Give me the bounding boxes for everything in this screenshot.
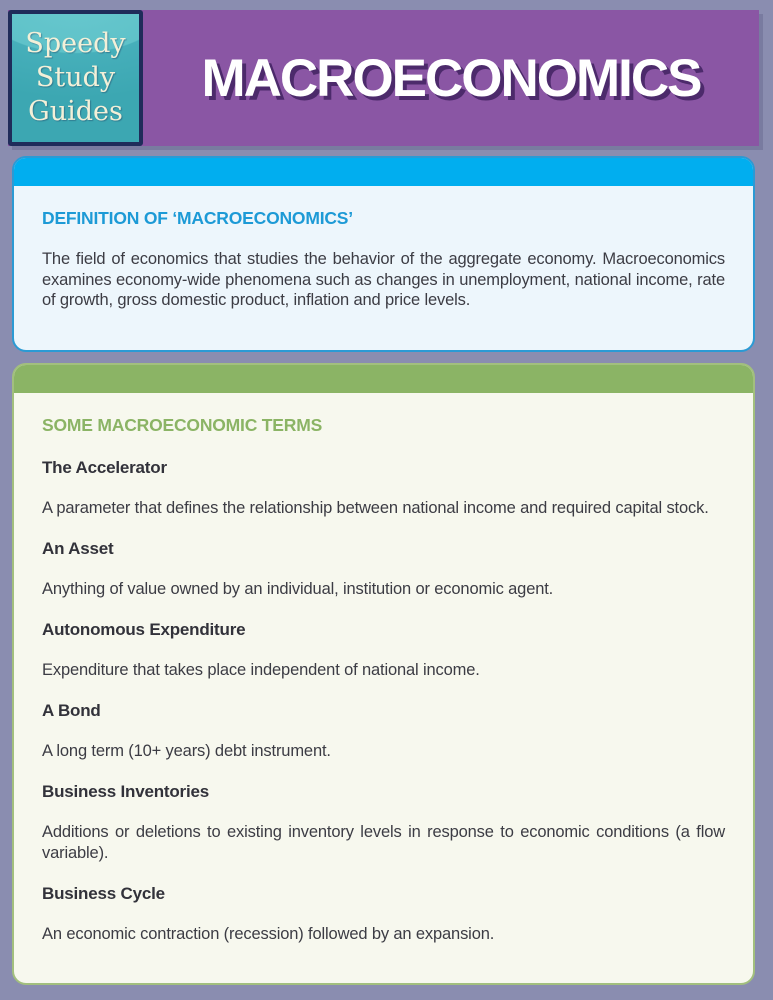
definition-heading: DEFINITION OF ‘MACROECONOMICS’ xyxy=(42,208,353,228)
definition-card xyxy=(12,156,755,352)
terms-card-body xyxy=(14,393,753,985)
term-item xyxy=(42,458,725,519)
term-name: A Bond xyxy=(42,701,101,720)
term-item xyxy=(42,701,725,762)
terms-heading: SOME MACROECONOMIC TERMS xyxy=(42,415,323,435)
term-name: The Accelerator xyxy=(42,458,167,477)
term-item xyxy=(42,620,725,681)
definition-text: The field of economics that studies the behavior of the aggregate economy. Macroeconomics examines economy-wide phenomena such as changes in unemployment, national income, rate of growth, gross domestic product, inflation and price levels. xyxy=(42,250,725,309)
definition-card-body xyxy=(14,186,753,331)
logo-line-3: Guides xyxy=(28,96,123,127)
term-definition: Expenditure that takes place independent of national income. xyxy=(42,661,480,679)
term-definition: Additions or deletions to existing inventory levels in response to economic conditions (a flow variable). xyxy=(42,823,725,862)
term-definition: A long term (10+ years) debt instrument. xyxy=(42,742,331,760)
term-definition: An economic contraction (recession) followed by an expansion. xyxy=(42,925,495,943)
terms-card-accent-bar xyxy=(12,363,755,393)
term-name: An Asset xyxy=(42,539,114,558)
page-title-wrap xyxy=(143,10,759,146)
logo-line-1: Speedy xyxy=(25,28,126,59)
terms-card xyxy=(12,363,755,985)
term-definition: A parameter that defines the relationship between national income and required capital stock. xyxy=(42,499,709,517)
term-definition: Anything of value owned by an individual, institution or economic agent. xyxy=(42,580,554,598)
term-name: Business Inventories xyxy=(42,782,210,801)
header xyxy=(8,10,759,146)
page-title: MACROECONOMICS xyxy=(201,48,701,108)
logo-line-2: Study xyxy=(35,62,116,93)
term-item xyxy=(42,782,725,864)
brand-logo xyxy=(8,10,143,146)
term-name: Autonomous Expenditure xyxy=(42,620,246,639)
definition-card-accent-bar xyxy=(12,156,755,186)
term-item xyxy=(42,539,725,600)
term-item xyxy=(42,884,725,945)
term-name: Business Cycle xyxy=(42,884,165,903)
